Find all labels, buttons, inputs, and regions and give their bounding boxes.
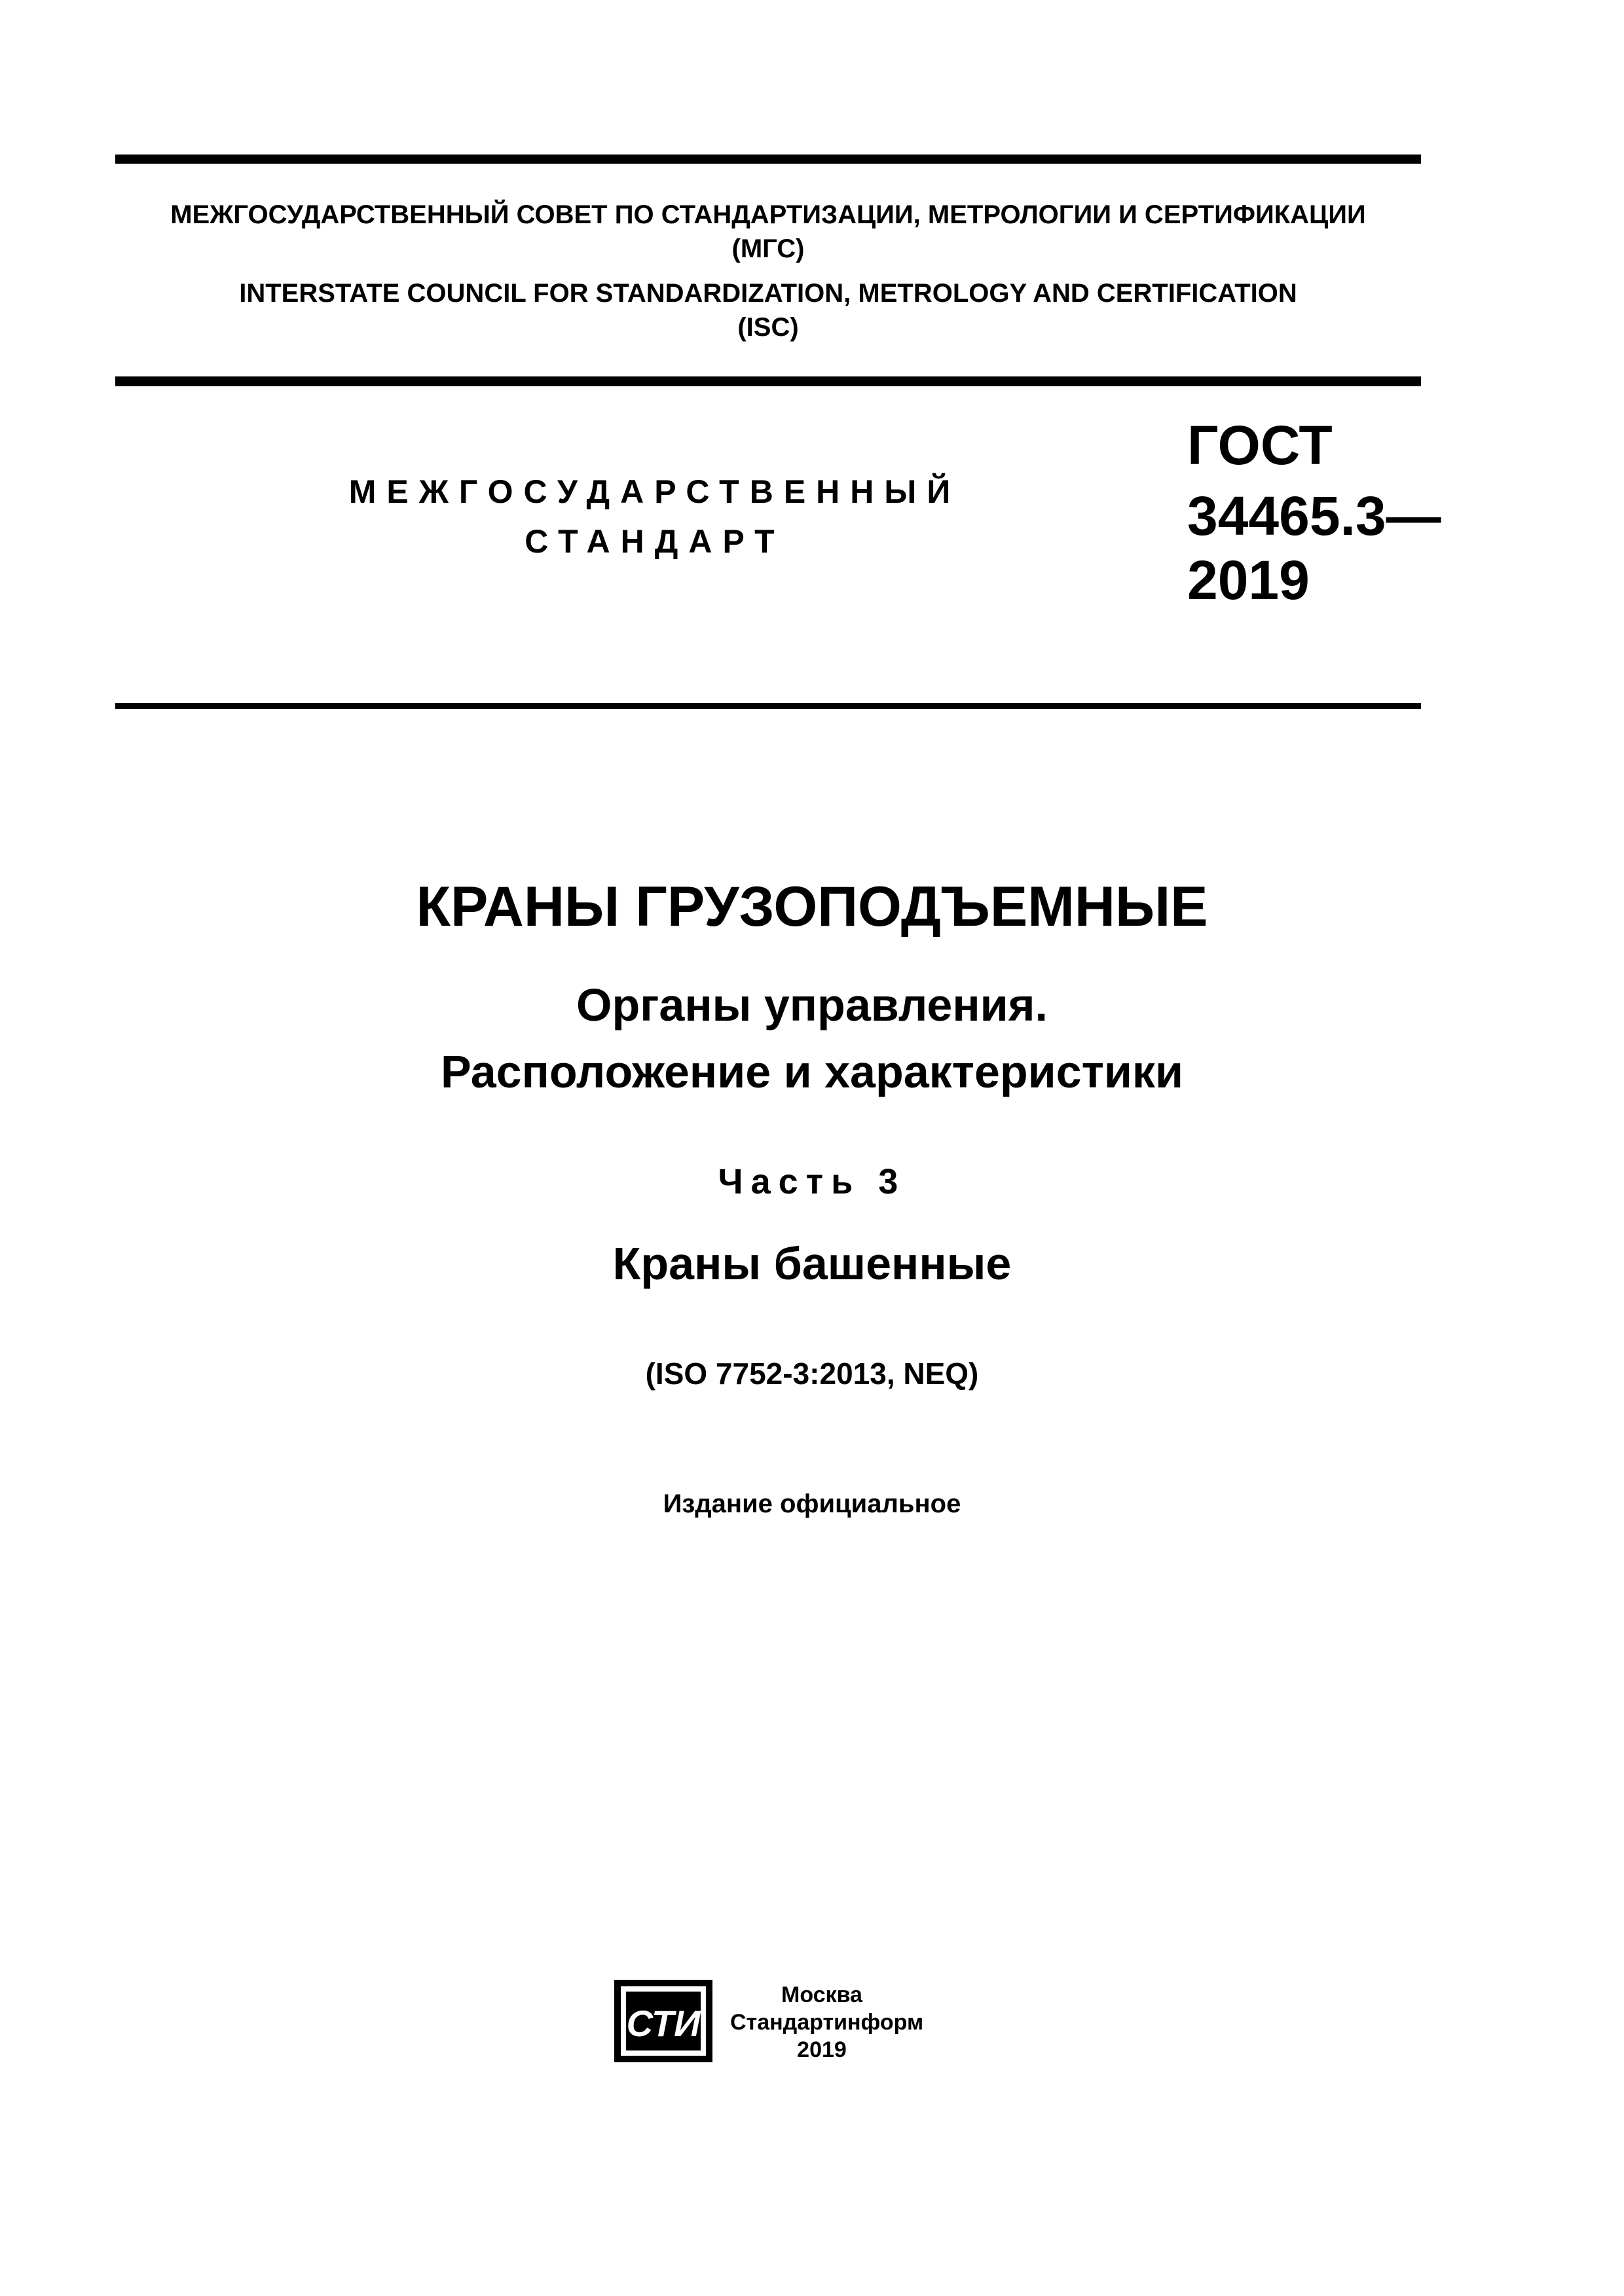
document-subtitle-line1: Органы управления. <box>576 979 1048 1030</box>
standartinform-logo <box>614 1980 712 2062</box>
gost-year: 2019 <box>1187 549 1310 611</box>
logo-text: СТИ <box>626 2003 701 2044</box>
publisher-name: Стандартинформ <box>730 2010 924 2035</box>
iso-reference: (ISO 7752-3:2013, NEQ) <box>645 1357 979 1391</box>
council-abbr-en: (ISC) <box>737 313 799 342</box>
gost-number: 34465.3— <box>1187 485 1441 547</box>
council-name-ru: МЕЖГОСУДАРСТВЕННЫЙ СОВЕТ ПО СТАНДАРТИЗАЦИИ, МЕТРОЛОГИИ И СЕРТИФИКАЦИИ <box>170 200 1366 229</box>
part-title: Краны башенные <box>612 1238 1012 1289</box>
standard-kind-line2: СТАНДАРТ <box>525 523 785 560</box>
council-abbr-ru: (МГС) <box>731 234 805 263</box>
council-name-en: INTERSTATE COUNCIL FOR STANDARDIZATION, METROLOGY AND CERTIFICATION <box>239 279 1297 308</box>
standard-kind-line1: МЕЖГОСУДАРСТВЕННЫЙ <box>348 473 961 510</box>
publisher-city: Москва <box>781 1982 862 2007</box>
document-subtitle-line2: Расположение и характеристики <box>440 1046 1183 1097</box>
gost-label: ГОСТ <box>1187 414 1333 476</box>
top-rule <box>115 155 1421 164</box>
part-number: Часть 3 <box>718 1162 906 1201</box>
header-bottom-rule <box>115 703 1421 709</box>
council-rule <box>115 376 1421 386</box>
document-title: КРАНЫ ГРУЗОПОДЪЕМНЫЕ <box>416 875 1208 938</box>
edition-note: Издание официальное <box>663 1489 961 1518</box>
publisher-year: 2019 <box>797 2037 847 2062</box>
